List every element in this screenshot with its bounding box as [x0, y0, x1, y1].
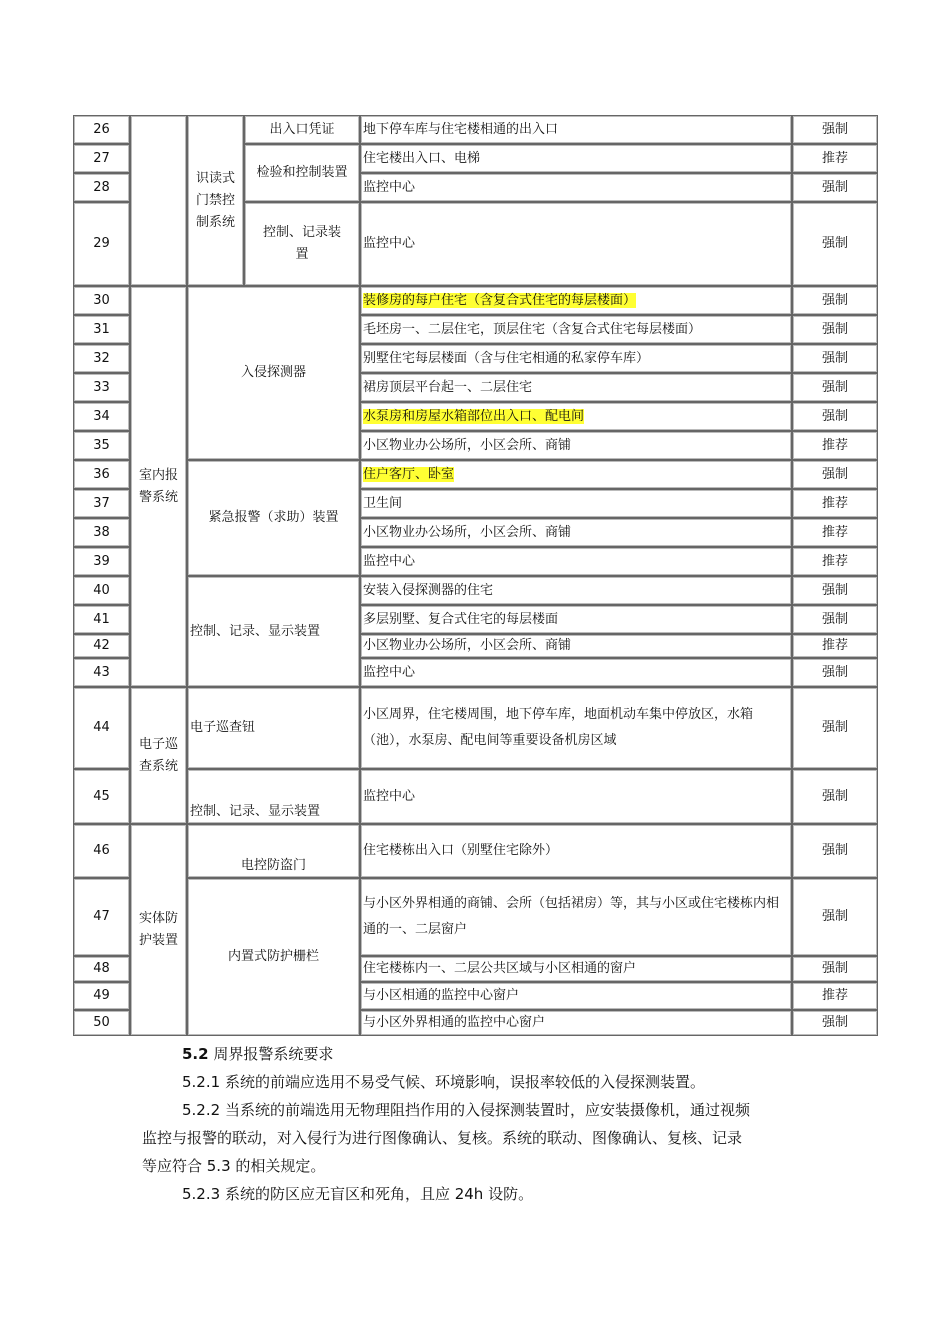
- row-number: 36: [73, 460, 130, 489]
- section-number: 5.2: [182, 1045, 209, 1063]
- requirement-cell: 推荐: [792, 144, 878, 173]
- requirement-cell: 推荐: [792, 489, 878, 518]
- row-number: 32: [73, 344, 130, 373]
- row-number: 31: [73, 315, 130, 344]
- system-indoor-alarm: 室内报警系统: [130, 286, 187, 687]
- row-number: 42: [73, 634, 130, 658]
- row-number: 38: [73, 518, 130, 547]
- row-number: 34: [73, 402, 130, 431]
- table-row: [73, 576, 878, 605]
- table-row: [73, 286, 878, 315]
- location-cell: 别墅住宅每层楼面（含与住宅相通的私家停车库）: [360, 344, 792, 373]
- location-cell: 地下停车库与住宅楼相通的出入口: [360, 115, 792, 144]
- location-cell: 与小区相通的监控中心窗户: [360, 982, 792, 1010]
- clause-number: 5.2.2: [182, 1101, 221, 1119]
- requirement-cell: 强制: [792, 173, 878, 202]
- clause-5-2-1: [142, 1068, 812, 1096]
- requirement-cell: 强制: [792, 344, 878, 373]
- row-number: 40: [73, 576, 130, 605]
- row-number: 49: [73, 982, 130, 1010]
- requirement-cell: 推荐: [792, 547, 878, 576]
- location-cell: 住宅楼栋出入口（别墅住宅除外）: [360, 824, 792, 878]
- clause-5-2-3: [142, 1180, 812, 1208]
- table-row: [73, 460, 878, 489]
- requirement-cell: 推荐: [792, 431, 878, 460]
- row-number: 27: [73, 144, 130, 173]
- requirement-cell: 强制: [792, 605, 878, 634]
- row-number: 46: [73, 824, 130, 878]
- row-number: 45: [73, 769, 130, 824]
- location-cell: 监控中心: [360, 547, 792, 576]
- requirement-cell: 推荐: [792, 982, 878, 1010]
- clause-text: 当系统的前端选用无物理阻挡作用的入侵探测装置时，应安装摄像机，通过视频: [224, 1101, 750, 1119]
- highlighted-text: 住户客厅、卧室: [363, 466, 455, 482]
- requirement-cell: 强制: [792, 115, 878, 144]
- requirement-cell: 推荐: [792, 634, 878, 658]
- requirement-cell: 强制: [792, 878, 878, 956]
- requirement-cell: 强制: [792, 956, 878, 982]
- device-emergency-alarm: 紧急报警（求助）装置: [187, 460, 360, 576]
- section-text: [142, 1040, 812, 1208]
- device-security-door: 电控防盗门: [187, 824, 360, 878]
- row-number: 35: [73, 431, 130, 460]
- location-cell: 住宅楼栋内一、二层公共区域与小区相通的窗户: [360, 956, 792, 982]
- table-row: [73, 769, 878, 824]
- location-cell: 小区物业办公场所，小区会所、商铺: [360, 518, 792, 547]
- device-protective-grille: 内置式防护栅栏: [187, 878, 360, 1036]
- location-cell: 监控中心: [360, 173, 792, 202]
- row-number: 50: [73, 1010, 130, 1036]
- location-cell: [360, 402, 792, 431]
- row-number: 43: [73, 658, 130, 687]
- clause-5-2-2-cont: 监控与报警的联动，对入侵行为进行图像确认、复核。系统的联动、图像确认、复核、记录: [142, 1129, 743, 1147]
- requirement-cell: 强制: [792, 373, 878, 402]
- location-cell: 小区物业办公场所，小区会所、商铺: [360, 431, 792, 460]
- requirement-cell: 强制: [792, 402, 878, 431]
- row-number: 37: [73, 489, 130, 518]
- table-row: [73, 115, 878, 144]
- subsystem-access-control: 识读式门禁控制系统: [187, 115, 244, 286]
- device-intrusion-detector: 入侵探测器: [187, 286, 360, 460]
- section-title: 周界报警系统要求: [213, 1045, 334, 1063]
- location-cell: 监控中心: [360, 658, 792, 687]
- row-number: 26: [73, 115, 130, 144]
- row-number: 28: [73, 173, 130, 202]
- location-cell: [360, 286, 792, 315]
- clause-text: 系统的防区应无盲区和死角，且应 24h 设防。: [224, 1185, 534, 1203]
- row-number: 29: [73, 202, 130, 286]
- row-number: 30: [73, 286, 130, 315]
- device-control-record: 控制、记录装置: [244, 202, 360, 286]
- table-row: [73, 878, 878, 956]
- requirement-cell: 推荐: [792, 518, 878, 547]
- system-electronic-patrol: 电子巡查系统: [130, 687, 187, 824]
- row-number: 39: [73, 547, 130, 576]
- highlighted-text: 装修房的每户住宅（含复合式住宅的每层楼面）: [363, 292, 637, 308]
- device-patrol-control: 控制、记录、显示装置: [187, 769, 360, 824]
- location-cell: 小区物业办公场所，小区会所、商铺: [360, 634, 792, 658]
- row-number: 41: [73, 605, 130, 634]
- table-row: [73, 687, 878, 769]
- row-number: 47: [73, 878, 130, 956]
- requirement-cell: 强制: [792, 202, 878, 286]
- clause-number: 5.2.3: [182, 1185, 221, 1203]
- location-cell: 毛坯房一、二层住宅，顶层住宅（含复合式住宅每层楼面）: [360, 315, 792, 344]
- clause-text: 系统的前端应选用不易受气候、环境影响，误报率较低的入侵探测装置。: [224, 1073, 705, 1091]
- table-row: [73, 824, 878, 878]
- requirement-cell: 强制: [792, 286, 878, 315]
- location-cell: 卫生间: [360, 489, 792, 518]
- location-cell: 安装入侵探测器的住宅: [360, 576, 792, 605]
- clause-number: 5.2.1: [182, 1073, 221, 1091]
- row-number: 48: [73, 956, 130, 982]
- requirement-cell: 强制: [792, 687, 878, 769]
- requirement-cell: 强制: [792, 769, 878, 824]
- location-cell: 小区周界，住宅楼周围，地下停车库，地面机动车集中停放区，水箱（池），水泵房、配电间等重要设备机房区域: [360, 687, 792, 769]
- location-cell: 监控中心: [360, 202, 792, 286]
- clause-5-2-2-end: 等应符合 5.3 的相关规定。: [142, 1157, 326, 1175]
- device-verify-control: 检验和控制装置: [244, 144, 360, 202]
- location-cell: 与小区外界相通的监控中心窗户: [360, 1010, 792, 1036]
- security-spec-table: [73, 115, 878, 1036]
- requirement-cell: 强制: [792, 460, 878, 489]
- location-cell: [360, 460, 792, 489]
- highlighted-text: 水泵房和房屋水箱部位出入口、配电间: [363, 408, 585, 424]
- device-credential: 出入口凭证: [244, 115, 360, 144]
- device-control-display: 控制、记录、显示装置: [187, 576, 360, 687]
- location-cell: 与小区外界相通的商铺、会所（包括裙房）等，其与小区或住宅楼栋内相通的一、二层窗户: [360, 878, 792, 956]
- requirement-cell: 强制: [792, 315, 878, 344]
- row-number: 33: [73, 373, 130, 402]
- requirement-cell: 强制: [792, 824, 878, 878]
- requirement-cell: 强制: [792, 1010, 878, 1036]
- requirement-cell: 强制: [792, 576, 878, 605]
- device-patrol-button: 电子巡查钮: [187, 687, 360, 769]
- row-number: 44: [73, 687, 130, 769]
- section-heading: [142, 1040, 812, 1068]
- clause-5-2-2: [142, 1096, 812, 1124]
- location-cell: 多层别墅、复合式住宅的每层楼面: [360, 605, 792, 634]
- location-cell: 监控中心: [360, 769, 792, 824]
- location-cell: 住宅楼出入口、电梯: [360, 144, 792, 173]
- system-physical-protection: 实体防护装置: [130, 824, 187, 1036]
- requirement-cell: 强制: [792, 658, 878, 687]
- location-cell: 裙房顶层平台起一、二层住宅: [360, 373, 792, 402]
- system-category-empty: [130, 115, 187, 286]
